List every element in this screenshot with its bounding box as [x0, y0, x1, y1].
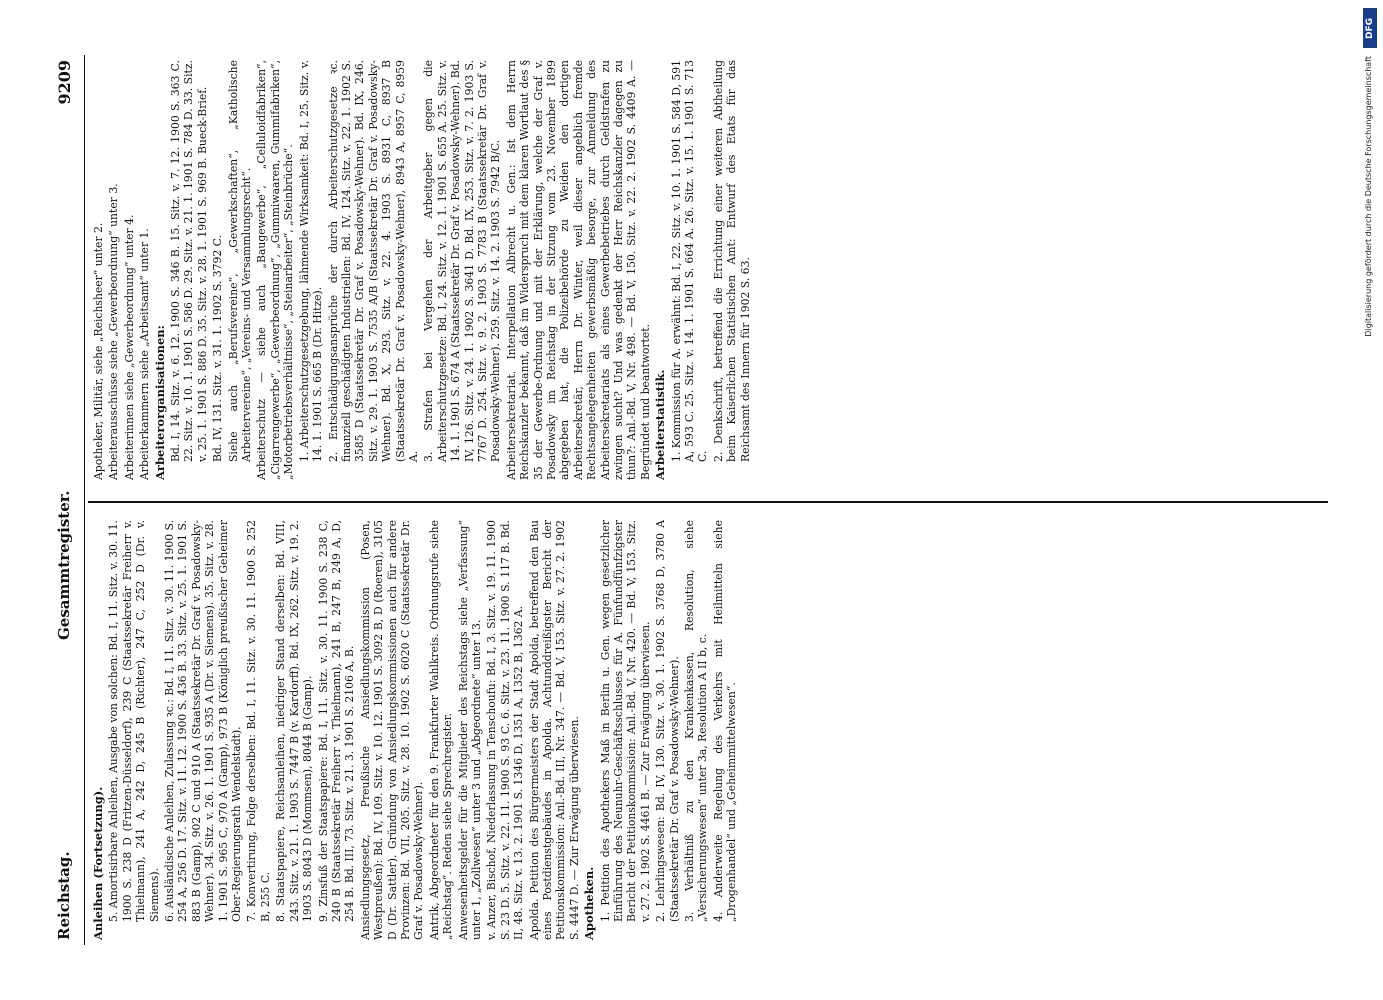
register-entry: Apotheker, Militär, siehe „Reichsheer“ unter 2. — [92, 222, 105, 480]
register-entry: 8. Staatspapiere, Reichsanleihen, niedriger Stand derselben: Bd. VIII, 243. Sitz. v. 21. 1. 1903 S. 7447 B (v. Kardorff). Bd. IX, 262. Sitz. v. 19. 2. 1903 S. 8043 D (Mommsen), 8044 B (Gamp). — [274, 520, 315, 922]
register-entry: Apotheken. — [582, 866, 597, 940]
dfg-logo: DFG — [1363, 8, 1377, 48]
register-entry: Bd. I, 14. Sitz. v. 6. 12. 1900 S. 346 B. 15. Sitz. v. 7. 12. 1900 S. 363 C. 22. Sitz. v. 10. 1. 1901 S. 586 D. 29. Sitz. v. 21. 1. 1901 S. 784 D. 33. Sitz. v. 25. 1. 1901 S. 886 D. 35. Sitz. v. 28. 1. 1901 S. 969 B. Bueck-Brief. — [169, 60, 209, 462]
register-entry: Arbeitersekretariat. Interpellation Albrecht u. Gen.: Ist dem Herrn Reichskanzler bekannt, daß im Widerspruch mit dem klaren Wortlaut des § 35 der Gewerbe-Ordnung und mit der Erklärung, welche der Graf v. Posadowsky im Reichstag in der Sitzung vom 23. November 1899 abgegeben hat, die Polizeibehörde zu Weiden den dortigen Arbeitersekretär, Herrn Dr. Winter, weil dieser angeblich fremde Rechtsangelegenheiten gewerbsmäßig besorge, zur Anmeldung des Arbeitersekretariats als eines Gewerbebetriebes durch Geldstrafen zu zwingen sucht? Und was gedenkt der Herr Reichskanzler dagegen zu thun?: Anl.-Bd. V, Nr. 498. — Bd. V, 150. Sitz. v. 22. 2. 1902 S. 4409 A. — Begründet und beantwortet. — [504, 60, 652, 480]
dfg-note: Digitalisierung gefördert durch die Deutsche Forschungsgemeinschaft — [1364, 56, 1373, 337]
register-entry: 1. Petition des Apothekers Maß in Berlin u. Gen. wegen gesetzlicher Einführung des Neunuhr-Geschäftsschlusses für A. Fünfundfünfzigster Bericht der Petitionskommission: Anl.-Bd. V, Nr. 420. — Bd. V, 153. Sitz. v. 27. 2. 1902 S. 4461 B. — Zur Erwägung überwiesen. — [598, 520, 652, 922]
register-entry: Ansiedlungsgesetz, Preußische Ansiedlungskommission (Posen, Westpreußen): Bd. IV, 109. Sitz. v. 10. 12. 1901 S. 3092 B, D (Roeren), 3105 D (Dr. Sattler). Gründung von Ansiedlungskommissionen auch für andere Provinzen: Bd. VII, 205. Sitz. v. 28. 10. 1902 S. 6020 C (Staatssekretär Dr. Graf v. Posadowsky-Wehner). — [358, 520, 426, 940]
header-left: Reichstag. — [55, 851, 73, 940]
register-entry: Arbeiterkammern siehe „Arbeitsamt“ unter 1. — [138, 228, 152, 480]
column-divider — [88, 501, 1328, 503]
register-entry: 4. Anderweite Regelung des Verkehrs mit Heilmitteln siehe „Drogenhandel“ und „Geheimmittelwesen“. — [711, 520, 739, 922]
register-entry: Anwesenheitsgelder für die Mitglieder des Reichstags siehe „Verfassung“ unter 1, „Zollwesen“ unter 3 und „Abgeordnete“ unter 13. — [456, 520, 483, 940]
register-entry: Antrik, Abgeordneter für den 9. Frankfurter Wahlkreis. Ordnungsrufe siehe „Reichstag“. Reden siehe Sprechregister. — [427, 520, 455, 940]
register-entry: 2. Lehrlingswesen: Bd. IV, 130. Sitz. v. 30. 1. 1902 S. 3768 D, 3780 A (Staatssekretär Dr. Graf v. Posadowsky-Wehner). — [654, 520, 681, 922]
header-rule — [84, 55, 85, 945]
register-entry: Anleihen (Fortsetzung). — [91, 786, 105, 940]
register-entry: Apolda. Petition des Bürgermeisters der Stadt Apolda, betreffend den Bau eines Postdienstgebäudes in Apolda. Achtunddreißigster Bericht der Petitionskommission: Anl.-Bd. III, Nr. 347. — Bd. V, 153. Sitz. v. 27. 2. 1902 S. 4447 D. — Zur Erwägung überwiesen. — [527, 520, 581, 940]
page-number: 9209 — [55, 60, 74, 105]
register-entry: Arbeiterinnen siehe „Gewerbeordnung“ unter 4. — [122, 214, 136, 480]
register-entry: 6. Ausländische Anleihen, Zulassung ꝛc.: Bd. I, 11. Sitz. v. 30. 11. 1900 S. 254 A, 256 D. 17. Sitz. v. 11. 12. 1900 S. 436 B. 33. Sitz. v. 25. 1. 1901 S. 883 B (Gamp), 902 C und 910 A (Staatssekretär Dr. Graf v. Posadowsky-Wehner). 34. Sitz. v. 26. 1. 1901 S. 935 A (Dr. v. Siemens). 35. Sitz. v. 28. 1. 1901 S. 965 C, 970 A (Gamp), 973 B (Königlich preußischer Geheimer Ober-Regierungsrath Wendelstadt). — [163, 520, 244, 922]
register-entry: Arbeiterausschüsse siehe „Gewerbeordnung“ unter 3. — [107, 183, 121, 480]
page-header — [55, 60, 81, 940]
register-entry: Arbeiterstatistik. — [653, 369, 668, 480]
register-entry: 3. Verhältniß zu den Krankenkassen, Resolution, siehe „Versicherungswesen“ unter 3a, Resolution A II b, c. — [683, 520, 710, 922]
register-entry: v. Anzer, Bischof, Niederlassung in Tenschoufu: Bd. I, 3. Sitz. v. 19. 11. 1900 S. 23 D. 5. Sitz. v. 22. 11. 1900 S. 93 C. 6. Sitz. v. 23. 11. 1900 S. 117 B. Bd. II, 48. Sitz. v. 13. 2. 1901 S. 1346 D, 1351 A, 1352 B, 1362 A. — [485, 520, 526, 940]
register-entry: 1. Kommission für A. erwähnt: Bd. I, 22. Sitz. v. 10. 1. 1901 S. 584 D, 591 A, 593 C. 25. Sitz. v. 14. 1. 1901 S. 664 A. 26. Sitz. v. 15. 1. 1901 S. 713 C. — [669, 60, 710, 462]
dfg-strip — [1361, 6, 1379, 996]
right-column — [92, 60, 754, 480]
register-entry: Siehe auch „Berufsvereine“, „Gewerkschaften“, „Katholische Arbeitervereine“, „Vereins- und Versammlungsrecht“. — [226, 60, 254, 462]
register-entry: 1. Arbeiterschutzgesetzgebung, lähmende Wirksamkeit: Bd. I, 25. Sitz. v. 14. 1. 1901 S. 665 B (Dr. Hitze). — [297, 60, 325, 462]
register-entry: Arbeiterschutz — siehe auch „Baugewerbe“, „Celluloidfabriken“, „Cigarrengewerbe“, „Gewerbeordnung“, „Gummiwaaren, Gummifabriken“, „Motorbetriebsverhältnisse“, „Steinarbeiter“, „Steinbrüche“. — [255, 60, 296, 480]
register-entry: 9. Zinsfuß der Staatspapiere: Bd. I, 11. Sitz. v. 30. 11. 1900 S. 238 C, 240 B (Staatssekretär Freiherr v. Thielmann), 241 B, 247 B, 249 A, D, 254 B. Bd. III, 73. Sitz. v. 21. 3. 1901 S. 2106 A, B. — [316, 520, 357, 922]
register-entry: 3. Strafen bei Vergehen der Arbeitgeber gegen die Arbeiterschutzgesetze: Bd. I, 24. Sitz. v. 12. 1. 1901 S. 655 A. 25. Sitz. v. 14. 1. 1901 S. 674 A (Staatssekretär Dr. Graf v. Posadowsky-Wehner). Bd. IV, 126. Sitz. v. 24. 1. 1902 S. 3641 D. Bd. IX, 253. Sitz. v. 7. 2. 1903 S. 7767 D. 254. Sitz. v. 9. 2. 1903 S. 7783 B (Staatssekretär Dr. Graf v. Posadowsky-Wehner). 259. Sitz. v. 14. 2. 1903 S. 7942 B/C. — [422, 60, 503, 462]
register-entry: 2. Entschädigungsansprüche der durch Arbeiterschutzgesetze ꝛc. finanziell geschädigten Industriellen: Bd. IV, 124. Sitz. v. 22. 1. 1902 S. 3585 D (Staatssekretär Dr. Graf v. Posadowsky-Wehner). Bd. IX, 246. Sitz. v. 29. 1. 1903 S. 7535 A/B (Staatssekretär Dr. Graf v. Posadowsky-Wehner). Bd. X, 293. Sitz. v. 22. 4. 1903 S. 8931 C, 8937 B (Staatssekretär Dr. Graf v. Posadowsky-Wehner), 8943 A, 8957 C, 8959 A. — [326, 60, 420, 462]
header-center: Gesammtregister. — [55, 490, 73, 640]
register-entry: 7. Konvertirung, Folge derselben: Bd. I, 11. Sitz. v. 30. 11. 1900 S. 252 B, 255 C. — [245, 520, 272, 922]
left-column — [92, 520, 741, 940]
register-entry: Arbeiterorganisationen: — [152, 325, 167, 480]
register-entry: 2. Denkschrift, betreffend die Errichtung einer weiteren Abtheilung beim Kaiserlichen Statistischen Amt: Entwurf des Etats für das Reichsamt des Innern für 1902 S. 63. — [711, 60, 752, 462]
register-entry: Bd. IV, 131. Sitz. v. 31. 1. 1902 S. 3792 C. — [211, 235, 225, 462]
register-entry: 5. Amortisirbare Anleihen, Ausgabe von solchen: Bd. I, 11. Sitz. v. 30. 11. 1900 S. 238 D (Fritzen-Düsseldorf), 239 C (Staatssekretär Freiherr v. Thielmann), 241 A, 242 D, 245 B (Richter), 247 C, 252 D (Dr. v. Siemens). — [107, 520, 161, 922]
